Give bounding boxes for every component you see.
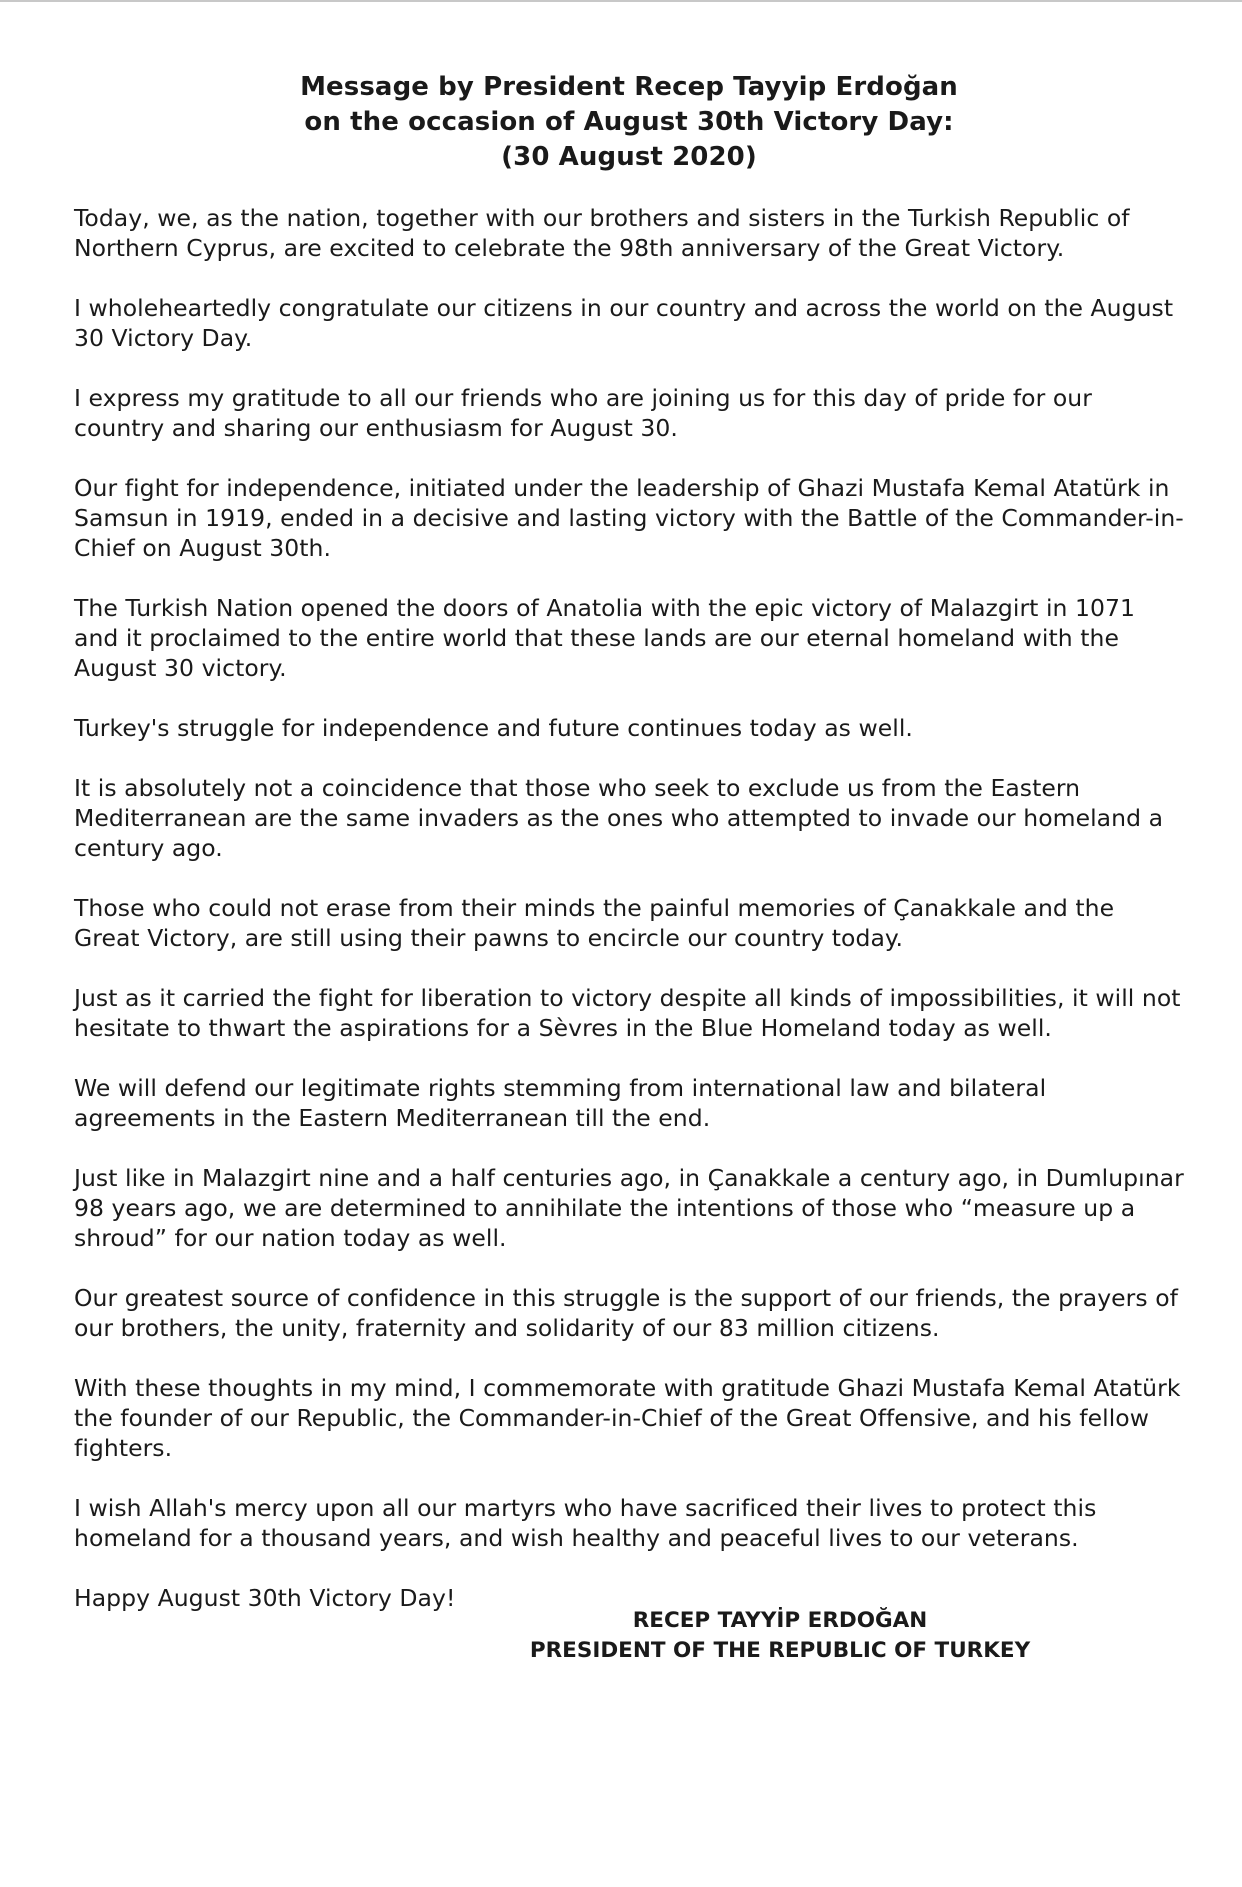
paragraph-11: Just like in Malazgirt nine and a half centuries ago, in Çanakkale a century ago, in Dumlupınar 98 years ago, we are determined to annihilate the intentions of those who “measure up a shroud” for our nation today as well.	[74, 1164, 1184, 1252]
title-line-3: (30 August 2020)	[501, 142, 757, 172]
title-line-2: on the occasion of August 30th Victory Day:	[304, 107, 954, 137]
paragraph-7: It is absolutely not a coincidence that those who seek to exclude us from the Eastern Mediterranean are the same invaders as the ones who attempted to invade our homeland a century ago.	[74, 774, 1164, 862]
top-border	[0, 0, 1242, 2]
paragraph-12: Our greatest source of confidence in this struggle is the support of our friends, the prayers of our brothers, the unity, fraternity and solidarity of our 83 million citizens.	[74, 1284, 1178, 1342]
paragraph-10: We will defend our legitimate rights stemming from international law and bilateral agreements in the Eastern Mediterranean till the end.	[74, 1074, 1047, 1132]
paragraph-5: The Turkish Nation opened the doors of Anatolia with the epic victory of Malazgirt in 1071 and it proclaimed to the entire world that these lands are our eternal homeland with the August 30 victory.	[74, 594, 1136, 682]
title-line-1: Message by President Recep Tayyip Erdoğan	[300, 72, 958, 102]
signatory-name: RECEP TAYYİP ERDOĞAN	[632, 1608, 928, 1633]
paragraph-1: Today, we, as the nation, together with our brothers and sisters in the Turkish Republic of Northern Cyprus, are excited to celebrate the 98th anniversary of the Great Victory.	[74, 204, 1130, 262]
paragraph-4: Our fight for independence, initiated under the leadership of Ghazi Mustafa Kemal Atatürk in Samsun in 1919, ended in a decisive and lasting victory with the Battle of the Commander-in-Chief on August 30th.	[74, 474, 1184, 562]
paragraph-13: With these thoughts in my mind, I commemorate with gratitude Ghazi Mustafa Kemal Atatürk the founder of our Republic, the Commander-in-Chief of the Great Offensive, and his fellow fighters.	[74, 1374, 1181, 1462]
paragraph-3: I express my gratitude to all our friends who are joining us for this day of pride for our country and sharing our enthusiasm for August 30.	[74, 384, 1092, 442]
paragraph-14: I wish Allah's mercy upon all our martyrs who have sacrificed their lives to protect this homeland for a thousand years, and wish healthy and peaceful lives to our veterans.	[74, 1494, 1097, 1552]
paragraph-8: Those who could not erase from their minds the painful memories of Çanakkale and the Great Victory, are still using their pawns to encircle our country today.	[74, 894, 1115, 952]
document-body	[74, 70, 1184, 1643]
document-title	[74, 70, 1184, 175]
closing-greeting: Happy August 30th Victory Day!	[74, 1584, 456, 1612]
paragraph-6: Turkey's struggle for independence and future continues today as well.	[74, 714, 913, 742]
paragraph-9: Just as it carried the fight for liberation to victory despite all kinds of impossibilities, it will not hesitate to thwart the aspirations for a Sèvres in the Blue Homeland today as well.	[74, 984, 1181, 1042]
signatory-title: PRESIDENT OF THE REPUBLIC OF TURKEY	[529, 1638, 1031, 1663]
paragraph-2: I wholeheartedly congratulate our citizens in our country and across the world on the August 30 Victory Day.	[74, 294, 1174, 352]
